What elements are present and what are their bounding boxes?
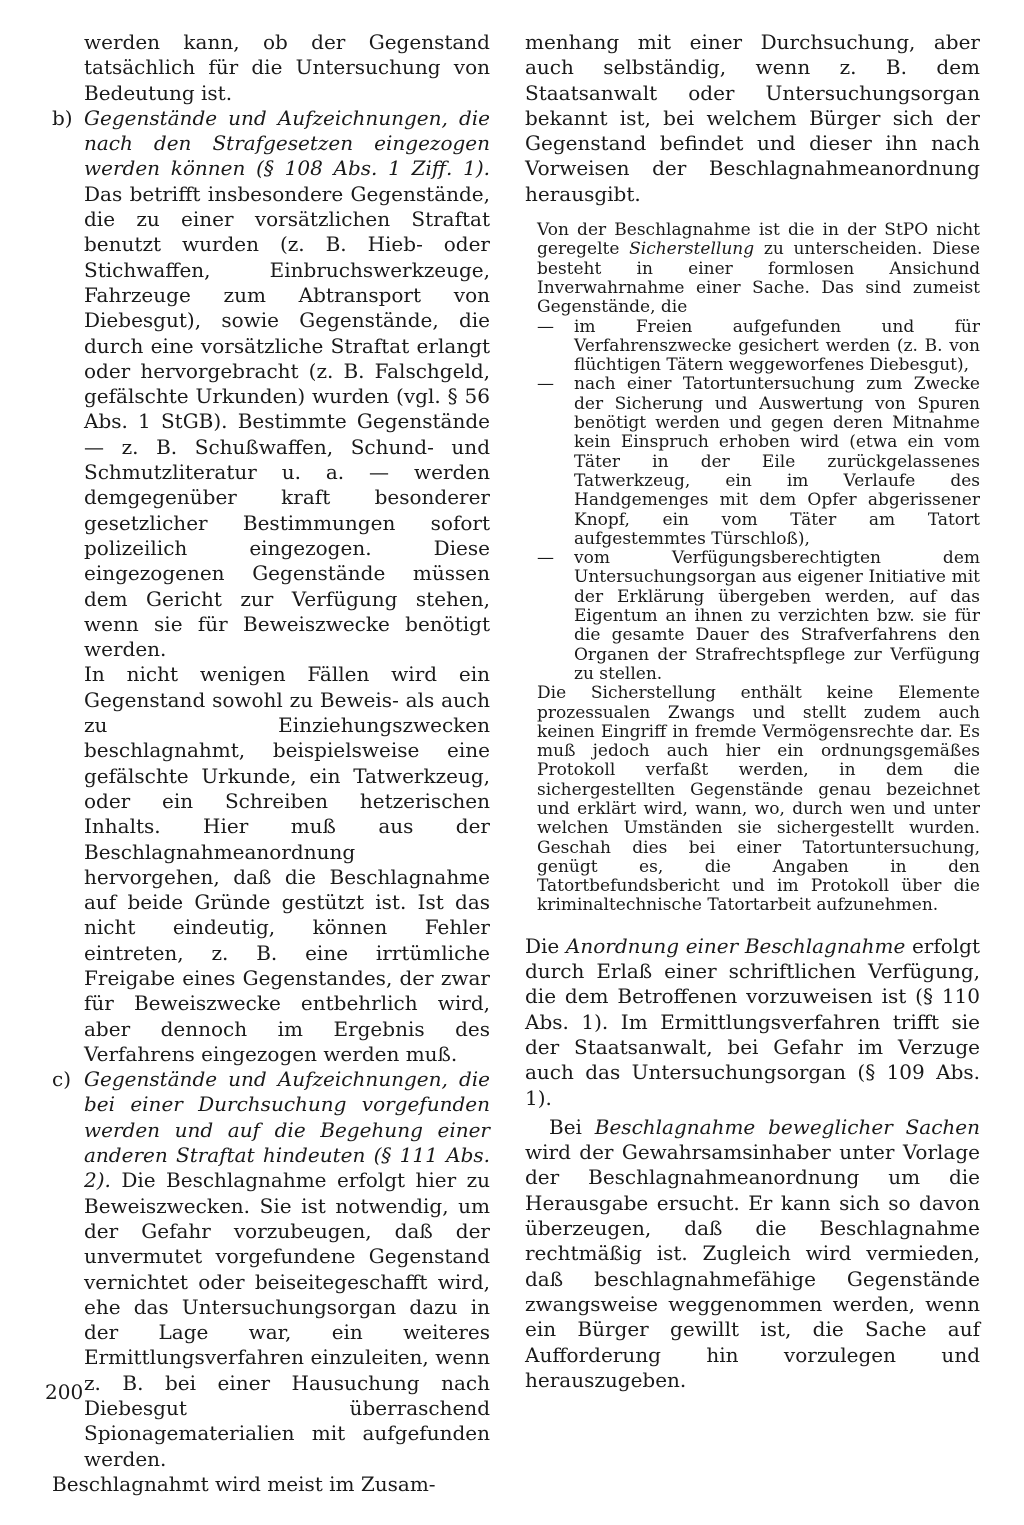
list-item-text: im Freien aufgefunden und für Verfahrenszwecke gesichert werden (z. B. von flüchtigen Tätern weggeworfenes Diebesgut), [574, 316, 980, 376]
bei-pre: Bei [549, 1114, 582, 1139]
intro-paragraph: werden kann, ob der Gegenstand tatsächlich für die Untersuchung von Bedeutung ist. [84, 30, 490, 105]
list-item [537, 549, 980, 684]
anordnung-paragraph [525, 934, 980, 1111]
dash-marker: — [537, 548, 554, 569]
list-item-text: nach einer Tatortuntersuchung zum Zwecke der Sicherung und Auswertung von Spuren benötigt werden und gegen deren Mitnahme kein Einspruch erhoben wird (etwa ein vom Täter in der Eile zurückgelassenes Tatwerkzeug, ein im Verlaufe des Handgemenges mit dem Opfer abgerissener Knopf, ein vom Täter am Tatort aufgestemmtes Türschloß), [574, 374, 980, 549]
list-item [537, 318, 980, 376]
right-column [525, 30, 980, 1393]
left-closing-paragraph: Beschlagnahmt wird meist im Zusam- [52, 1471, 436, 1496]
item-label-c: c) [52, 1067, 72, 1092]
bei-post: wird der Gewahrsamsinhaber unter Vorlage der Beschlagnahmeanordnung um die Herausgabe ersucht. Er kann sich so davon überzeugen, daß die Beschlagnahme rechtmäßig ist. Zugleich wird vermieden, daß beschlagnahmefähige Gegenstände zwangsweise weggenommen werden, wenn ein Bürger gewillt ist, die Sache auf Aufforderung hin vorzulegen und herauszugeben. [525, 1140, 980, 1392]
sicherstellung-intro [537, 221, 980, 317]
dash-marker: — [537, 316, 554, 337]
item-c-heading: Gegenstände und Aufzeichnungen, die bei einer Durchsuchung vorgefunden werden und auf die Begehung einer anderen Straftat hindeuten (§ 111 Abs. 2). [84, 1067, 490, 1193]
sicherstellung-closing: Die Sicherstellung enthält keine Elemente prozessualen Zwangs und stellt zudem auch keinen Eingriff in fremde Vermögensrechte dar. Es muß jedoch auch hier ein ordnungsgemäßes Protokoll verfaßt werden, in dem die sichergestellten Gegenstände genau bezeichnet und erklärt wird, wann, wo, durch wen und unter welchen Umständen sie sichergestellt wurden. Geschah dies bei einer Tatortuntersuchung, genügt es, die Angaben in den Tatortbefundsbericht und im Protokoll über die kriminaltechnische Tatortarbeit aufzunehmen. [537, 683, 980, 916]
intro-text-post: zu unterscheiden. Diese besteht in einer formlosen Ansichund Inverwahrnahme einer Sache. Das sind zumeist Gegenstände, die [537, 239, 981, 318]
item-b-heading: Gegenstände und Aufzeichnungen, die nach den Strafgesetzen eingezogen werden können (§ 108 Abs. 1 Ziff. 1). [84, 105, 490, 181]
sicherstellung-list [537, 318, 980, 685]
continuation-paragraph: menhang mit einer Durchsuchung, aber auch selbständig, wenn z. B. dem Staatsanwalt oder Untersuchungsorgan bekannt ist, bei welchem Bürger sich der Gegenstand befindet und dieser ihn nach Vorweisen der Beschlagnahmeanordnung herausgibt. [525, 30, 980, 206]
sicherstellung-block [525, 221, 980, 916]
anordnung-post: erfolgt durch Erlaß einer schriftlichen Verfügung, die dem Betroffenen vorzuweisen ist (§ 110 Abs. 1). Im Ermittlungsverfahren trifft sie der Staatsanwalt, bei Gefahr im Verzuge auch das Untersuchungsorgan (§ 109 Abs. 1). [525, 933, 981, 1110]
intro-emphasis: Sicherstellung [629, 239, 755, 260]
bewegliche-sachen-paragraph [525, 1115, 980, 1393]
item-c-text: Die Beschlagnahme erfolgt hier zu Beweiszwecken. Sie ist notwendig, um der Gefahr vorzubeugen, daß der unvermutet vorgefundene Gegenstand vernichtet oder beiseitegeschafft wird, ehe das Untersuchungsorgan dazu in der Lage war, ein weiteres Ermittlungsverfahren einzuleiten, wenn z. B. bei einer Hausuchung nach Diebesgut überraschend Spionagematerialien mit aufgefunden werden. [84, 1168, 490, 1471]
page-number: 200 [45, 1380, 84, 1404]
item-c-body [84, 1067, 490, 1472]
item-label-b: b) [52, 105, 73, 130]
bei-emphasis: Beschlagnahme beweglicher Sachen [594, 1114, 980, 1139]
anordnung-pre: Die [525, 933, 560, 958]
list-item-b [52, 106, 490, 1067]
left-column [52, 30, 490, 1497]
item-b-paragraph-2: In nicht wenigen Fällen wird ein Gegenstand sowohl zu Beweis- als auch zu Einziehungszwecken beschlagnahmt, beispielsweise eine gefälschte Urkunde, ein Tatwerkzeug, oder ein Schreiben hetzerischen Inhalts. Hier muß aus der Beschlagnahmeanordnung hervorgehen, daß die Beschlagnahme auf beide Gründe gestützt ist. Ist das nicht eindeutig, können Fehler eintreten, z. B. eine irrtümliche Freigabe eines Gegenstandes, der zwar für Beweiszwecke entbehrlich wird, aber dennoch im Ergebnis des Verfahrens eingezogen werden muß. [84, 662, 490, 1066]
list-item [537, 375, 980, 549]
intro-text-pre: Von der Beschlagnahme ist die in der StPO nicht geregelte [537, 220, 980, 260]
list-item-text: vom Verfügungsberechtigten dem Untersuchungsorgan aus eigener Initiative mit der Erklärung übergeben werden, auf das Eigentum an ihnen zu verzichten bzw. sie für die gesamte Dauer des Strafverfahrens den Organen der Strafrechtspflege zur Verfügung zu stellen. [574, 548, 980, 684]
item-b-text: Das betrifft insbesondere Gegenstände, die zu einer vorsätzlichen Straftat benutzt wurden (z. B. Hieb- oder Stichwaffen, Einbruchswerkzeuge, Fahrzeuge zum Abtransport von Diebesgut), sowie Gegenstände, die durch eine vorsätzliche Straftat erlangt oder hervorgebracht (z. B. Falschgeld, gefälschte Urkunden) wurden (vgl. § 56 Abs. 1 StGB). Bestimmte Gegenstände — z. B. Schußwaffen, Schund- und Schmutzliteratur u. a. — werden demgegenüber kraft besonderer gesetzlicher Bestimmungen sofort polizeilich eingezogen. Diese eingezogenen Gegenstände müssen dem Gericht zur Verfügung stehen, wenn sie für Beweiszwecke benötigt werden. [84, 181, 490, 662]
list-item-c [52, 1067, 490, 1472]
item-b-body [84, 106, 490, 663]
dash-marker: — [537, 374, 554, 395]
anordnung-emphasis: Anordnung einer Beschlagnahme [565, 933, 906, 958]
